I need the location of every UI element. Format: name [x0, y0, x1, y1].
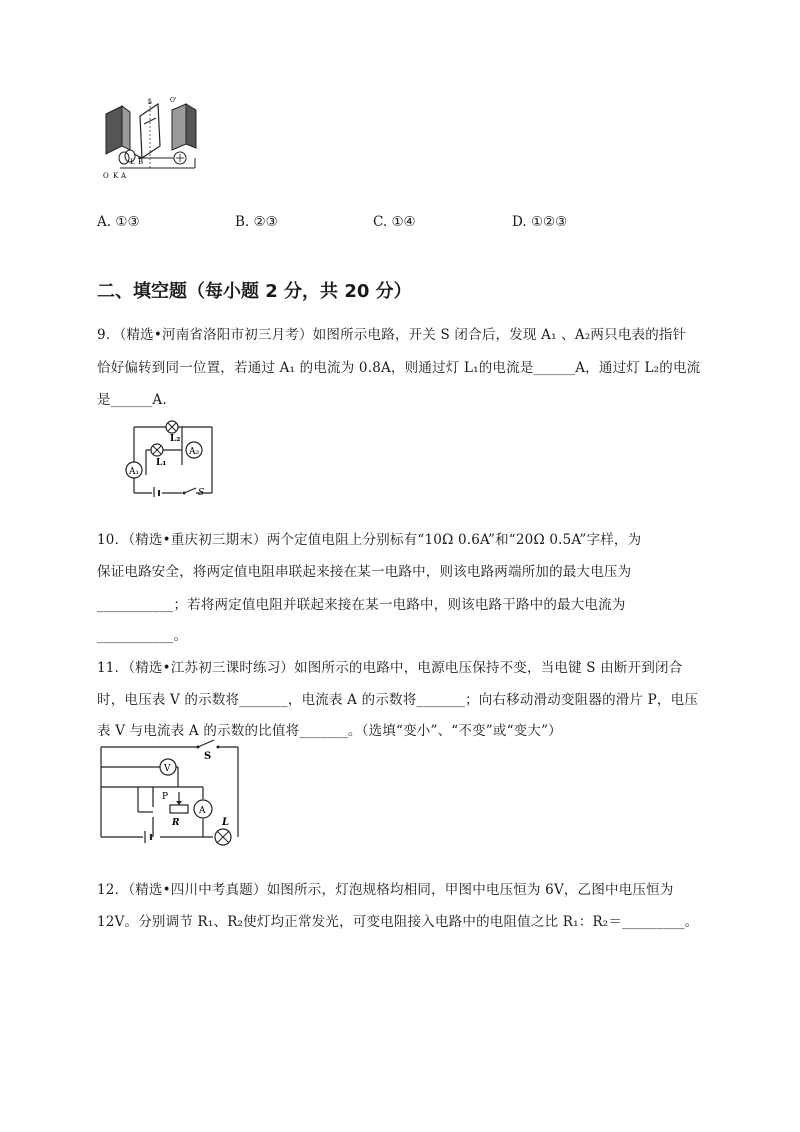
- q11-line-3: 表 V 与电流表 A 的示数的比值将_______。（选填“变小”、“不变”或“变大”）: [97, 723, 562, 739]
- q10-line-4: ___________。: [97, 628, 188, 644]
- label-p: P: [162, 792, 169, 802]
- label-v: V: [164, 764, 171, 774]
- option-c: [373, 214, 416, 230]
- q9-circuit-figure: [122, 415, 222, 497]
- q10-line-3: ___________；若将两定值电阻并联起来接在某一电路中，则该电路干路中的最大电流为: [97, 597, 626, 613]
- option-letter: B.: [235, 214, 250, 230]
- option-b: [235, 214, 278, 230]
- label-s: S: [198, 488, 205, 497]
- label-l: L: [130, 158, 135, 166]
- option-text: ①④: [391, 214, 416, 230]
- label-b: b: [148, 99, 152, 106]
- q11-circuit-figure: [98, 737, 258, 849]
- label-b2: B: [138, 158, 144, 166]
- option-letter: D.: [512, 214, 527, 230]
- q12-line-1: 12．（精选•四川中考真题）如图所示，灯泡规格均相同，甲图中电压恒为 6V，乙图中电压恒为: [97, 882, 674, 898]
- q10-line-1: 10．（精选•重庆初三期末）两个定值电阻上分别标有“10Ω 0.6A”和“20Ω 0.5A”字样，为: [97, 532, 642, 548]
- label-l2: L₂: [170, 434, 181, 444]
- label-l1: L₁: [156, 458, 167, 468]
- q9-line-2: 恰好偏转到同一位置，若通过 A₁ 的电流为 0.8A，则通过灯 L₁的电流是______A，通过灯 L₂的电流: [97, 360, 701, 376]
- q9-line-3: 是______A.: [97, 392, 167, 408]
- q10-line-2: 保证电路安全，将两定值电阻串联起来接在某一电路中，则该电路两端所加的最大电压为: [97, 564, 632, 580]
- section-title: 二、填空题（每小题 2 分，共 20 分）: [97, 281, 412, 302]
- option-text: ②③: [253, 214, 278, 230]
- label-o: O: [103, 172, 109, 180]
- option-text: ①③: [115, 214, 140, 230]
- label-o-prime: O': [170, 97, 177, 104]
- option-a: [97, 214, 140, 230]
- label-k: K: [113, 172, 119, 180]
- generator-figure: [100, 96, 205, 181]
- label-a2: A₂: [189, 447, 200, 457]
- q9-line-1: 9．（精选•河南省洛阳市初三月考）如图所示电路，开关 S 闭合后，发现 A₁ 、A₂两只电表的指针: [97, 327, 687, 343]
- option-letter: C.: [373, 214, 388, 230]
- option-d: [512, 214, 567, 230]
- label-l: L: [222, 817, 230, 828]
- option-text: ①②③: [530, 214, 568, 230]
- label-r: R: [172, 818, 180, 828]
- label-a: A: [121, 172, 127, 180]
- q12-line-2: 12V。分别调节 R₁、R₂使灯均正常发光，可变电阻接入电路中的电阻值之比 R₁：R₂＝_________。: [97, 914, 699, 930]
- label-s: S: [204, 751, 212, 762]
- q11-line-2: 时，电压表 V 的示数将_______，电流表 A 的示数将_______；向右移动滑动变阻器的滑片 P，电压: [97, 692, 699, 708]
- label-a: A: [199, 806, 206, 816]
- option-letter: A.: [97, 214, 112, 230]
- label-a1: A₁: [129, 467, 140, 477]
- q11-line-1: 11．（精选•江苏初三课时练习）如图所示的电路中，电源电压保持不变，当电键 S 由断开到闭合: [97, 660, 683, 676]
